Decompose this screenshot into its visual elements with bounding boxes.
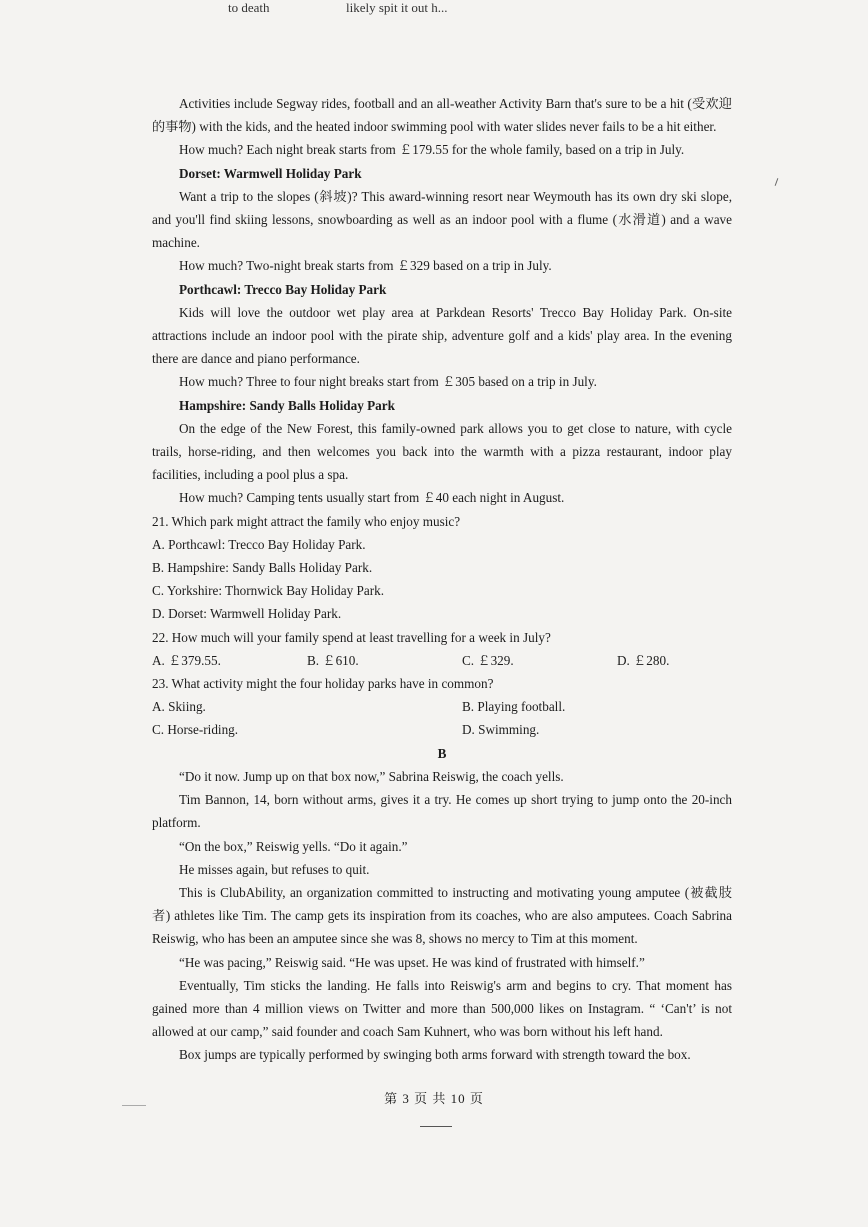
cut-off-top-text [228, 0, 448, 16]
page-number-footer: 第 3 页 共 10 页 [384, 1091, 484, 1106]
reading-passage [152, 92, 732, 1067]
passage-a-paragraph-10: How much? Camping tents usually start from ￡40 each night in August. [179, 490, 565, 506]
top-fragment-right: likely spit it out h... [346, 0, 448, 15]
question-21-stem: 21. Which park might attract the family who enjoy music? [152, 513, 461, 529]
passage-b-paragraph-0: “Do it now. Jump up on that box now,” Sabrina Reiswig, the coach yells. [179, 768, 564, 784]
q23-option-b: B. Playing football. [462, 699, 566, 715]
passage-b-paragraph-5: “He was pacing,” Reiswig said. “He was upset. He was kind of frustrated with himself.” [179, 954, 645, 970]
q22-options [152, 649, 732, 672]
passage-a-paragraph-0: Activities include Segway rides, football and an all-weather Activity Barn that's sure to be a hit (受欢迎的事物) with the kids, and the heated indoor swimming pool with water slides never fails to be a hit either. [152, 96, 732, 135]
passage-b-paragraph-2: “On the box,” Reiswig yells. “Do it again.” [179, 838, 408, 854]
passage-a-paragraph-6: Kids will love the outdoor wet play area at Parkdean Resorts' Trecco Bay Holiday Park. On-site attractions include an indoor pool with the pirate ship, adventure golf and a kids' play area. In the evening there are dance and piano performance. [152, 304, 732, 367]
passage-b-paragraph-3: He misses again, but refuses to quit. [179, 861, 370, 877]
passage-a-heading-8: Hampshire: Sandy Balls Holiday Park [179, 397, 395, 413]
q22-option-b: B. ￡610. [307, 652, 359, 668]
pen-mark [775, 178, 779, 186]
passage-a-paragraph-4: How much? Two-night break starts from ￡329 based on a trip in July. [179, 258, 552, 274]
q23-option-a: A. Skiing. [152, 699, 206, 715]
q23-option-d: D. Swimming. [462, 722, 540, 738]
passage-a-heading-5: Porthcawl: Trecco Bay Holiday Park [179, 281, 387, 297]
passage-b [152, 765, 732, 1067]
passage-a-paragraph-1: How much? Each night break starts from ￡179.55 for the whole family, based on a trip in July. [179, 142, 685, 158]
passage-b-paragraph-4: This is ClubAbility, an organization committed to instructing and motivating young amputee (被截肢者) athletes like Tim. The camp gets its inspiration from its coaches, who are also amputees. Coach Sabrina Reiswig, who has been an amputee since she was 8, shows no mercy to Tim at this moment. [152, 884, 732, 947]
passage-b-paragraph-1: Tim Bannon, 14, born without arms, gives it a try. He comes up short trying to jump onto the 20-inch platform. [152, 792, 732, 831]
passage-b-paragraph-6: Eventually, Tim sticks the landing. He falls into Reiswig's arm and begins to cry. That moment has gained more than 4 million views on Twitter and more than 500,000 likes on Instagram. “ ‘Can't’ is not allowed at our camp,” said founder and coach Sam Kuhnert, who was born without his left hand. [152, 977, 732, 1040]
q22-option-d: D. ￡280. [617, 652, 670, 668]
q21-option-d: D. Dorset: Warmwell Holiday Park. [152, 606, 342, 622]
footer-rule [420, 1126, 452, 1127]
top-fragment-left: to death [228, 0, 270, 15]
q23-options-row-2 [152, 718, 732, 741]
passage-a-paragraph-3: Want a trip to the slopes (斜坡)? This award-winning resort near Weymouth has its own dry ski slope, and you'll find skiing lessons, snowboarding as well as an indoor pool with a flume (水滑道) and a wave machine. [152, 188, 732, 251]
passage-a-paragraph-9: On the edge of the New Forest, this family-owned park allows you to get close to nature, with cycle trails, horse-riding, and then welcomes you back into the warmth with a pizza restaurant, indoor play facilities, including a pool plus a spa. [152, 420, 732, 483]
q21-option-a: A. Porthcawl: Trecco Bay Holiday Park. [152, 536, 366, 552]
passage-a-heading-2: Dorset: Warmwell Holiday Park [179, 165, 362, 181]
passage-a [152, 92, 732, 510]
q23-options-row-1 [152, 695, 732, 718]
q22-option-a: A. ￡379.55. [152, 652, 221, 668]
passage-b-paragraph-7: Box jumps are typically performed by swinging both arms forward with strength toward the box. [179, 1047, 691, 1063]
q22-option-c: C. ￡329. [462, 652, 514, 668]
q21-option-b: B. Hampshire: Sandy Balls Holiday Park. [152, 560, 373, 576]
q23-option-c: C. Horse-riding. [152, 722, 239, 738]
q21-option-c: C. Yorkshire: Thornwick Bay Holiday Park. [152, 583, 384, 599]
passage-a-paragraph-7: How much? Three to four night breaks start from ￡305 based on a trip in July. [179, 374, 597, 390]
question-23-stem: 23. What activity might the four holiday parks have in common? [152, 676, 494, 692]
section-b-heading: B [437, 745, 447, 761]
question-22-stem: 22. How much will your family spend at least travelling for a week in July? [152, 629, 551, 645]
